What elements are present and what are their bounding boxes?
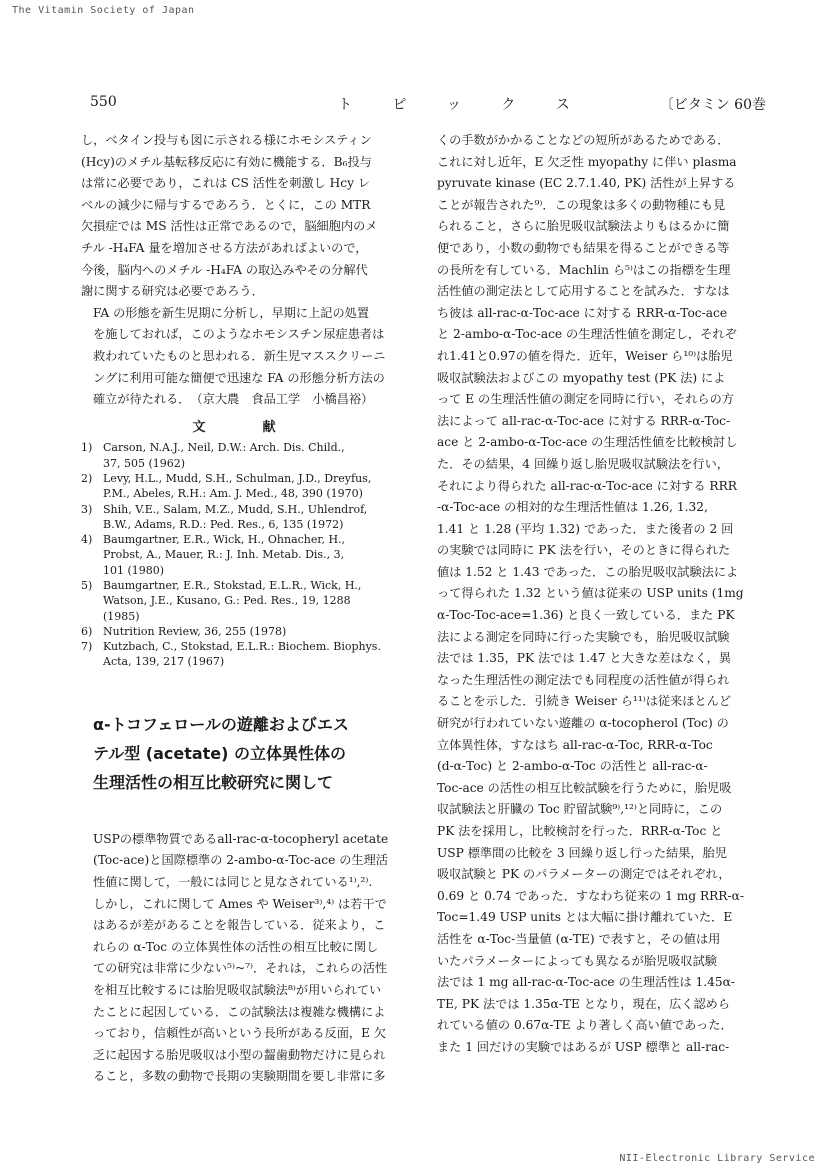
reference-item: [81, 578, 409, 624]
text-line: くの手数がかかることなどの短所があるためである．: [437, 133, 730, 147]
text-line: ace と 2-ambo-α-Toc-ace の生理活性値を比較検討し: [437, 435, 738, 450]
text-line: 確立が待たれる． （京大農 食品工学 小橋昌裕）: [93, 392, 374, 407]
reference-number: 7): [81, 640, 93, 654]
text-line: (Hcy)のメチル基転移反応に有効に機能する．B₆投与: [81, 154, 372, 169]
text-line: FA の形態を新生児期に分析し，早期に上記の処置: [93, 305, 370, 320]
text-line: これに対し近年，E 欠乏性 myopathy に伴い plasma: [437, 154, 737, 169]
article-title-line: α-トコフェロールの遊離およびエス: [93, 714, 349, 734]
reference-line: B.W., Adams, R.D.: Ped. Res., 6, 135 (1972): [103, 517, 344, 531]
reference-number: 6): [81, 624, 93, 638]
text-line: と 2-ambo-α-Toc-ace の生理活性値を測定し，それぞ: [437, 327, 737, 342]
reference-text: [103, 624, 409, 639]
text-line: ること，多数の動物で長期の実験期間を要し非常に多: [93, 1069, 386, 1084]
reference-line: Baumgartner, E.R., Stokstad, E.L.R., Wick, H.,: [103, 578, 362, 592]
text-line: 活性値の測定法として応用することを試みた．すなは: [437, 284, 730, 299]
text-line: -α-Toc-ace の相対的な生理活性値は 1.26, 1.32,: [437, 500, 708, 515]
text-line: 活性を α-Toc-当量値 (α-TE) で表すと，その値は用: [437, 931, 721, 946]
text-line: を相互比較するには胎児吸収試験法⁸⁾が用いられてい: [93, 982, 382, 997]
text-line: ングに利用可能な簡便で迅速な FA の形態分析方法の: [93, 370, 385, 385]
text-line: 0.69 と 0.74 であった．すなわち従来の 1 mg RRR-α-: [437, 888, 744, 903]
text-line: 1.41 と 1.28 (平均 1.32) であった．また後者の 2 回: [437, 521, 734, 536]
journal-volume: 〔ビタミン 60巻: [659, 97, 766, 113]
section-title: ト ピ ッ ク ス: [338, 97, 588, 113]
text-line: (Toc-ace)と国際標準の 2-ambo-α-Toc-ace の生理活: [93, 853, 388, 868]
text-line: た．その結果，4 回繰り返し胎児吸収試験法を行い，: [437, 456, 729, 471]
text-line: っており，信頼性が高いという長所がある反面，E 欠: [93, 1026, 387, 1041]
paragraph-conclusion: [81, 303, 409, 411]
reference-line: Levy, H.L., Mudd, S.H., Schulman, J.D., Dreyfus,: [103, 471, 372, 485]
text-line: 法による測定を同時に行った実験でも，胎児吸収試験: [437, 629, 730, 644]
reference-text: [103, 578, 409, 624]
text-line: 吸収試験法およびこの myopathy test (PK 法) によ: [437, 370, 726, 385]
text-line: 立体異性体，すなはち all-rac-α-Toc, RRR-α-Toc: [437, 737, 713, 752]
reference-number: 2): [81, 471, 93, 485]
page-number: 550: [90, 94, 117, 110]
text-line: TE, PK 法では 1.35α-TE となり，現在，広く認めら: [437, 996, 731, 1011]
reference-number: 1): [81, 441, 93, 455]
text-line: ち彼は all-rac-α-Toc-ace に対する RRR-α-Toc-ace: [437, 305, 728, 320]
text-line: れている値の 0.67α-TE より著しく高い値であった．: [437, 1018, 733, 1033]
reference-number: 3): [81, 502, 93, 516]
text-line: 研究が行われていない遊離の α-tocopherol (Toc) の: [437, 716, 729, 731]
text-line: 欠損症では MS 活性は正常であるので，脳細胞内のメ: [81, 219, 378, 234]
reference-line: 37, 505 (1962): [103, 456, 186, 470]
text-line: 法では 1 mg all-rac-α-Toc-ace の生理活性は 1.45α-: [437, 975, 735, 990]
references-list: [81, 440, 409, 669]
text-line: PK 法を採用し，比較検討を行った．RRR-α-Toc と: [437, 824, 723, 838]
text-line: また 1 回だけの実験ではあるが USP 標準と all-rac-: [437, 1039, 730, 1054]
text-line: 収試験法と肝臓の Toc 貯留試験⁹⁾,¹²⁾と同時に，この: [437, 802, 723, 817]
paragraph-continuation: [81, 130, 409, 303]
text-line: られること，さらに胎児吸収試験法よりもはるかに簡: [437, 219, 730, 234]
text-line: いたパラメーターによっても異なるが胎児吸収試験: [437, 953, 717, 968]
text-line: Toc-ace の活性の相互比較試験を行うために，胎児吸: [437, 780, 732, 795]
text-line: 謝に関する研究は必要であろう．: [81, 284, 264, 299]
text-line: れらの α-Toc の立体異性体の活性の相互比較に関し: [93, 939, 379, 954]
text-line: なった生理活性の測定法でも同程度の活性値が得られ: [437, 672, 730, 687]
text-line: チル -H₄FA 量を増加させる方法があればよいので，: [81, 240, 368, 255]
left-column: [81, 130, 409, 1088]
text-line: し，ベタイン投与も図に示される様にホモシスティン: [81, 133, 372, 147]
text-line: ることを示した．引続き Weiser ら¹¹⁾は従来ほとんど: [437, 694, 732, 709]
text-line: の長所を有している．Machlin ら⁵⁾はこの指標を生理: [437, 262, 731, 277]
article-title-line: テル型 (acetate) の立体異性体の: [93, 743, 347, 763]
text-line: たことに起因している．この試験法は複雑な機構によ: [93, 1004, 386, 1019]
text-line: ベルの減少に帰与するであろう．とくに，この MTR: [81, 197, 371, 212]
text-line: 法によって all-rac-α-Toc-ace に対する RRR-α-Toc-: [437, 413, 731, 428]
paragraph-introduction: [81, 829, 409, 1088]
text-line: α-Toc-Toc-ace=1.36) と良く一致している．また PK: [437, 608, 735, 623]
text-line: 吸収試験と PK のパラメーターの測定ではそれぞれ，: [437, 867, 731, 882]
article-title: [93, 710, 409, 797]
text-line: しかし，これに関して Ames や Weiser³⁾,⁴⁾ は若干で: [93, 896, 387, 911]
reference-item: [81, 624, 409, 639]
reference-item: [81, 639, 409, 670]
text-line: って得られた 1.32 という値は従来の USP units (1mg: [437, 586, 744, 601]
text-line: 値は 1.52 と 1.43 であった．この胎児吸収試験法によ: [437, 564, 739, 579]
text-line: Toc=1.49 USP units とは大幅に掛け離れていた．E: [437, 910, 733, 925]
reference-text: [103, 532, 409, 578]
text-line: れ1.41と0.97の値を得た．近年，Weiser ら¹⁰⁾は胎児: [437, 348, 733, 363]
text-line: 今後，脳内へのメチル -H₄FA の取込みやその分解代: [81, 262, 368, 277]
text-line: の実験では同時に PK 法を行い，そのときに得られた: [437, 543, 731, 558]
journal-header: [90, 94, 766, 114]
reference-line: Nutrition Review, 36, 255 (1978): [103, 624, 287, 638]
text-line: pyruvate kinase (EC 2.7.1.40, PK) 活性が上昇する: [437, 176, 736, 191]
library-footer: NII-Electronic Library Service: [619, 1153, 815, 1164]
text-line: 便であり，小数の動物でも結果を得ることができる等: [437, 240, 730, 255]
reference-text: [103, 639, 409, 670]
reference-item: [81, 440, 409, 471]
reference-line: Watson, J.E., Kusano, G.: Ped. Res., 19, 1288: [103, 594, 351, 608]
reference-line: Probst, A., Mauer, R.: J. Inh. Metab. Dis., 3,: [103, 548, 345, 562]
reference-line: 101 (1980): [103, 563, 165, 577]
reference-text: [103, 471, 409, 502]
reference-text: [103, 502, 409, 533]
reference-item: [81, 471, 409, 502]
reference-line: Carson, N.A.J., Neil, D.W.: Arch. Dis. Child.,: [103, 441, 345, 455]
reference-item: [81, 502, 409, 533]
reference-line: Baumgartner, E.R., Wick, H., Ohnacher, H.,: [103, 533, 346, 547]
article-title-line: 生理活性の相互比較研究に関して: [93, 772, 334, 792]
reference-item: [81, 532, 409, 578]
reference-number: 5): [81, 578, 93, 592]
reference-line: Acta, 139, 217 (1967): [103, 655, 225, 669]
reference-text: [103, 440, 409, 471]
reference-line: Kutzbach, C., Stokstad, E.L.R.: Biochem. Biophys.: [103, 640, 381, 654]
right-column: [437, 130, 765, 1059]
text-line: (d-α-Toc) と 2-ambo-α-Toc の活性と all-rac-α-: [437, 759, 708, 774]
text-line: ことが報告された⁹⁾．この現象は多くの動物種にも見: [437, 197, 726, 212]
paragraph-body: [437, 130, 765, 1059]
text-line: は常に必要であり，これは CS 活性を刺激し Hcy レ: [81, 176, 371, 191]
text-line: ての研究は非常に少ない⁵⁾~⁷⁾．それは，これらの活性: [93, 961, 388, 976]
reference-line: Shih, V.E., Salam, M.Z., Mudd, S.H., Uhlendrof,: [103, 502, 368, 516]
reference-number: 4): [81, 533, 93, 547]
text-line: 乏に起因する胎児吸収は小型の齧歯動物だけに見られ: [93, 1047, 386, 1062]
text-line: USPの標準物質であるall-rac-α-tocopheryl acetate: [93, 831, 389, 846]
text-line: って E の生理活性値の測定を同時に行い，それらの方: [437, 392, 734, 407]
references-heading: 文 献: [192, 419, 298, 435]
site-header: The Vitamin Society of Japan: [12, 5, 195, 16]
text-line: 救われていたものと思われる．新生児マススクリーニ: [93, 348, 386, 363]
text-line: はあるが差があることを報告している．従来より，こ: [93, 918, 386, 933]
text-line: それにより得られた all-rac-α-Toc-ace に対する RRR: [437, 478, 737, 493]
text-line: 性値に関して，一般には同じと見なされている¹⁾,²⁾.: [93, 874, 373, 889]
reference-line: (1985): [103, 609, 140, 623]
text-line: USP 標準間の比較を 3 回繰り返し行った結果，胎児: [437, 845, 727, 860]
reference-line: P.M., Abeles, R.H.: Am. J. Med., 48, 390 (1970): [103, 487, 363, 501]
text-line: を施しておれば，このようなホモシスチン尿症患者は: [93, 327, 385, 342]
text-line: 法では 1.35，PK 法では 1.47 と大きな差はなく，異: [437, 651, 732, 666]
